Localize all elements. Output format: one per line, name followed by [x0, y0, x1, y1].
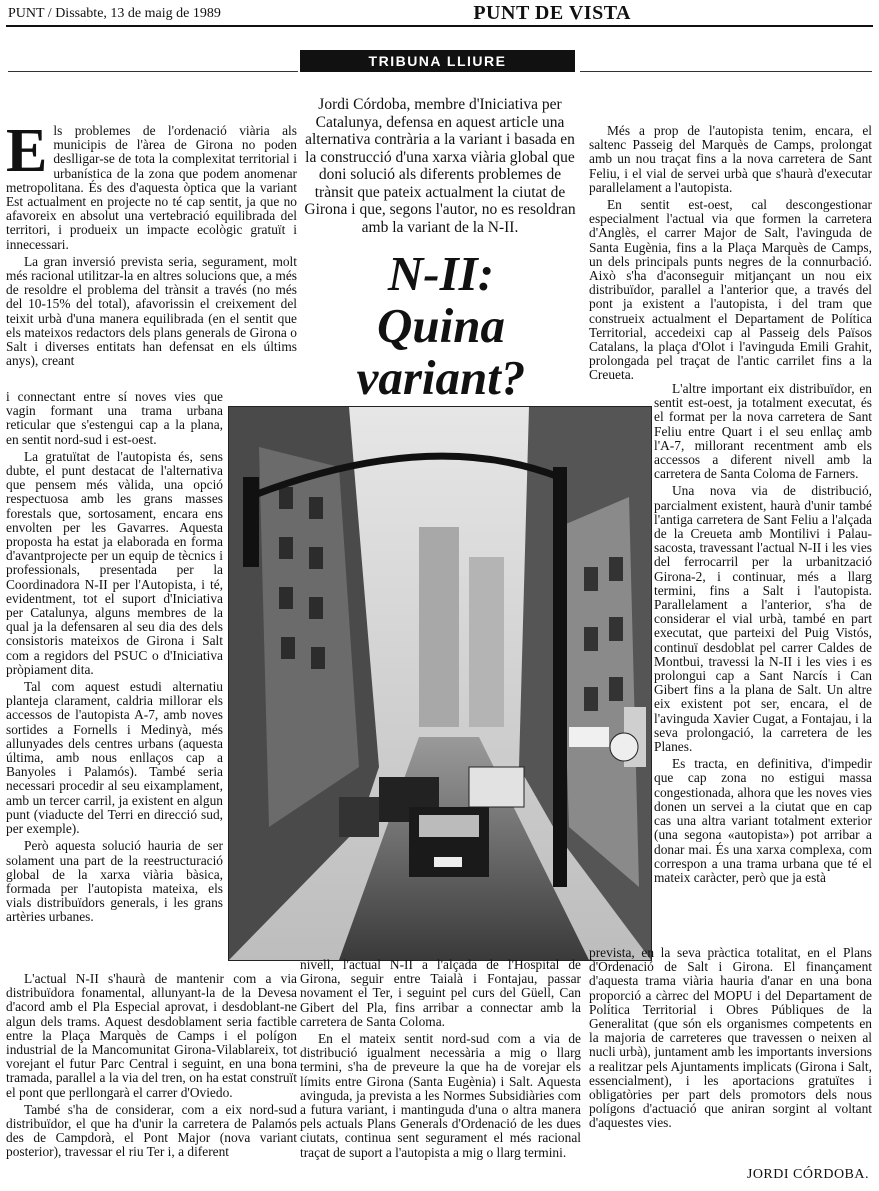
- headline-line: variant?: [356, 350, 526, 405]
- article-paragraph: En el mateix sentit nord-sud com a via de distribució igualment necessària a mig o llarg termini, s'ha de preveure la que ha de vorejar els límits entre Girona (Santa Eugènia) i Salt. Aquesta avinguda, ja prevista a les Normes Subsidiàries com a futura variant, i mantinguda d'una o altra manera pels actuals Plans Generals d'Ordenació de les dues ciutats, continua sent segurament el més racional traçat de suport a l'autopista a mig o llarg termini.: [300, 1031, 581, 1160]
- article-column-left-top: [6, 117, 297, 371]
- header-rule: [6, 25, 873, 27]
- article-paragraph: Però aquesta solució hauria de ser solament una part de la reestructuració global de la xarxa viària bàsica, formada per l'autopista mateixa, els vials distribuïdors generals, i les grans artèries urbanes.: [6, 838, 223, 925]
- article-paragraph: i connectant entre sí noves vies que vagin formant una trama urbana reticular que s'estengui cap a la plana, en sentit nord-sud i est-oest.: [6, 389, 223, 447]
- article-paragraph: També s'ha de considerar, com a eix nord-sud distribuïdor, el que ha d'unir la carretera de Palamós des de Campdorà, el Pont Major (nova variant posterior), travessar el riu Ter i, a diferent: [6, 1101, 297, 1160]
- photo-illustration: [229, 407, 651, 960]
- article-paragraph: La gratuïtat de l'autopista és, sens dubte, el punt destacat de l'alternativa que pensem més vàlida, una opció respectuosa amb les grans masses forestals que, sortosament, encara ens envolten per les Gavarres. Aquesta proposta ha estat ja elaborada en forma d'avantprojecte per un equip de tècnics i professionals, presentada per la Coordinadora N-II per l'Autopista, i té, evidentment, tot el suport d'Iniciativa per Catalunya, alguns membres de la qual ja la defensaren al seu dia des dels consistoris mateixos de Girona i Salt com a regidors del PSUC o d'Iniciativa pròpiament dita.: [6, 448, 223, 677]
- article-column-right-narrow: [654, 382, 872, 888]
- article-paragraph: Més a prop de l'autopista tenim, encara, el saltenc Passeig del Marquès de Camps, prolongat amb un nou traçat fins a la nova carretera de Sant Feliu, i el vial de servei urbà que s'haurà d'executar parallelament a l'autopista.: [589, 123, 872, 195]
- article-paragraph: En sentit est-oest, cal descongestionar especialment l'actual via que formen la carretera d'Anglès, el carrer Major de Salt, l'avinguda de Santa Eugènia, fins a la Plaça Marquès de Camps, un dels principals punts negres de la connurbació. Això s'ha d'aconseguir mitjançant un nou eix distribuïdor, parallel a l'anterior que, a través del pont ja existent a l'autopista, i del tram que construeix actualment el Departament de Política Territorial, accedeixi cap al Passeig dels Països Catalans, la plaça d'Olot i l'avinguda Emili Grahit, prolongada pel traçat de l'antic carrilet fins a la Creueta.: [589, 197, 872, 383]
- article-paragraph: L'actual N-II s'haurà de mantenir com a via distribuïdora fonamental, allunyant-la de la Devesa d'acord amb el Pla Especial aprovat, i desdoblant-ne algun dels trams. Aquest desdoblament seria factible entre la Plaça Marquès de Camps i el polígon industrial de la Mancomunitat Girona-Vilablareix, tot vorejant el futur Parc Central i seguint, en una bona tramada, parallel a la via del tren, on ha estat construït el pont que perllongarà el carrer d'Oviedo.: [6, 971, 297, 1100]
- headline-line: N-II:: [387, 246, 495, 301]
- article-column-right-top: [589, 124, 872, 386]
- section-banner: TRIBUNA LLIURE: [300, 50, 575, 72]
- article-column-right-bottom: [589, 946, 872, 1134]
- article-paragraph: Tal com aquest estudi alternatiu planteja clarament, caldria millorar els accessos de l'autopista A-7, amb noves sortides a Fornells i Medinyà, més allunyades dels centres urbans (aquesta última, amb nous enllaços cap a Banyoles i Palamós). També seria necessari procedir al seu eixamplament, amb un tercer carril, ja existent en algun punt (viaducte del Terri en direcció sud, per exemple).: [6, 679, 223, 837]
- headline-line: Quina: [376, 298, 505, 353]
- article-paragraph: prevista, en la seva pràctica totalitat, en el Plans d'Ordenació de Salt i Girona. El finançament d'aquesta trama viària hauria d'anar en una bona proporció a càrrec del MOPU i del Departament de Política Territorial i Obres Públiques de la Generalitat (que són els organismes competents en la majoria de carreteres que travessen o neixen al nucli urbà), juntament amb les importants inversions a realitzar pels Ajuntaments implicats (Girona i Salt, essencialment), i les aportacions gratuïtes i obligatòries per part dels promotors dels nous polígons d'actuació que aniran sorgint al voltant d'aquestes vies.: [589, 945, 872, 1131]
- divider-left: [8, 71, 298, 72]
- article-paragraph: E ls problemes de l'ordenació viària als municipis de l'àrea de Girona no poden deslligar-se de tota la complexitat territorial i urbanística de la zona que podem anomenar metropolitana. És des d'aquesta òptica que la variant Est actualment en projecte no té cap sentit, ja que no afavoreix en absolut una vertebració equilibrada del territori, i produeix un impacte ecològic gratuït i innecessari.: [6, 117, 297, 252]
- street-traffic-photo: [228, 406, 652, 961]
- article-paragraph: La gran inversió prevista seria, segurament, molt més racional utilitzar-la en altres solucions que, a més de resoldre el problema del trànsit a través (no més del 10-15% del total), afavorissin el creixement del teixit urbà d'una manera equilibrada (en el sentit que els mateixos redactors dels plans generals de Girona o Salt i diverses entitats han defensat en els últims anys), creant: [6, 253, 297, 369]
- section-heading: PUNT DE VISTA: [473, 2, 631, 24]
- article-paragraph: Es tracta, en definitiva, d'impedir que cap zona no estigui massa congestionada, alhora que les noves vies donen un servei a la ciutat que en cap cas una altra variant totalment exterior (una segona «autopista») pot arribar a donar mai. És una xarxa complexa, com correspon a una trama urbana que té el mateix caràcter, però que ja està: [654, 756, 872, 885]
- article-paragraph: nivell, l'actual N-II a l'alçada de l'Hospital de Girona, seguir entre Taialà i Fontajau, passar novament el Ter, i seguint pel curs del Güell, Can Gibert del Pla, fins arribar a connectar amb la carretera de Santa Coloma.: [300, 957, 581, 1029]
- article-column-left-bottom: [6, 972, 297, 1163]
- issue-dateline: PUNT / Dissabte, 13 de maig de 1989: [8, 6, 221, 21]
- article-lead: Jordi Córdoba, membre d'Iniciativa per Catalunya, defensa en aquest article una alternativa contrària a la variant i basada en la construcció d'una xarxa viària global que doni solució als diferents problemes de trànsit que pateix actualment la ciutat de Girona i que, segons l'autor, no es resoldran amb la variant de la N-II.: [304, 96, 576, 236]
- drop-cap: E: [6, 117, 48, 185]
- article-column-left-narrow: [6, 390, 223, 928]
- article-paragraph: L'altre important eix distribuïdor, en sentit est-oest, ja totalment executat, és el format per la nova carretera de Sant Feliu entre Quart i el seu enllaç amb l'A-7, millorant recentment amb els accessos a diferent nivell amb la carretera de Santa Coloma de Farners.: [654, 381, 872, 482]
- headline: [326, 248, 556, 404]
- article-column-middle-bottom: [300, 958, 581, 1163]
- divider-right: [580, 71, 872, 72]
- article-paragraph: Una nova via de distribució, parcialment existent, haurà d'unir també l'antiga carretera de Sant Feliu a l'alçada de la Creueta amb Montilivi i Palau-sacosta, travessant l'actual N-II i les vies del ferrocarril per la urbanització Girona-2, i continuar, més a llarg termini, fins a Salt i l'autopista. Parallelament a l'anterior, s'ha de considerar el vial urbà, també en part executat, que parteixi del Puig Vistós, continuï desdoblat pel carrer Caldes de Montbui, travessi la N-II i les vies i es prolongui cap a Sant Narcís i Can Gibert fins a la plana de Salt. Un altre eix existent pot ser, encara, el de l'avinguda Xavier Cugat, a Fontajau, i la seva prolongació, la carretera de les Planes.: [654, 483, 872, 755]
- author-signature: JORDI CÓRDOBA.: [746, 1167, 869, 1182]
